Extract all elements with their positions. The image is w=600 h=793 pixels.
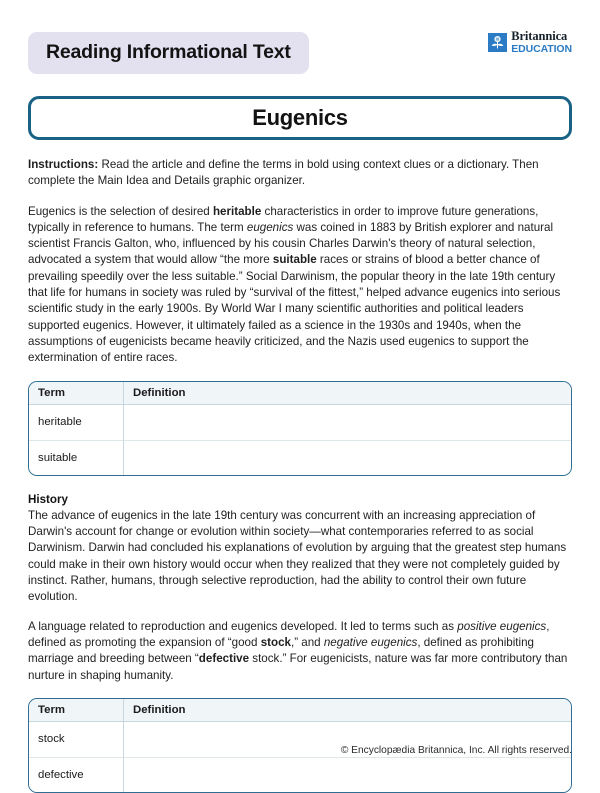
table-row — [29, 757, 571, 792]
definition-input-cell[interactable] — [124, 405, 571, 440]
history-text-1: A language related to reproduction and eugenics developed. It led to terms such as — [28, 619, 458, 633]
article-text-3: was coined in 1883 by British explorer and natural scientist Francis Galton, who, influenced by his cousin Charles Darwin's theory of natural selection, advocated a system that would allow “the more — [28, 220, 554, 267]
column-header-term: Term — [29, 382, 124, 405]
term-positive-eugenics-italic: positive eugenics — [457, 619, 547, 633]
instructions-text: Read the article and define the terms in bold using context clues or a dictionary. Then complete the Main Idea and Details graphic organizer. — [28, 158, 539, 188]
brand-wordmark — [511, 30, 572, 54]
column-header-definition: Definition — [124, 699, 571, 722]
article-paragraph — [28, 204, 572, 367]
term-stock-bold: stock — [260, 635, 291, 649]
history-text-2: , defined as promoting the expansion of “good — [28, 619, 550, 649]
brand-subtitle: EDUCATION — [511, 42, 572, 55]
worksheet-title-box — [28, 96, 572, 140]
history-text-4: , defined as prohibiting marriage and breeding between “ — [28, 635, 534, 666]
term-defective-bold: defective — [198, 652, 250, 666]
history-section — [28, 492, 572, 684]
term-eugenics-italic: eugenics — [246, 220, 294, 234]
britannica-thistle-icon — [488, 33, 507, 52]
instructions-paragraph — [28, 157, 572, 190]
brand-name: Britannica — [511, 29, 568, 43]
term-cell: defective — [29, 757, 124, 792]
column-header-definition: Definition — [124, 382, 571, 405]
table-row — [29, 405, 571, 440]
page-header — [28, 0, 572, 82]
article-text-4: races or strains of blood a better chance of prevailing speedily over the less suitable.” Social Darwinism, the popular theory in the late 19th century that life for humans in society was ruled by “survival of the fittest,” helped advance eugenics into serious scientific study in the early 1900s. By World War I many scientific authorities and political leaders supported eugenics. However, it ultimately failed as a science in the 1930s and 1940s, when the assumptions of eugenicists became heavily criticized, and the Nazis used eugenics to support the extermination of entire races. — [28, 253, 561, 365]
kicker-badge: Reading Informational Text — [28, 32, 309, 75]
term-cell: suitable — [29, 440, 124, 475]
table-header-row — [29, 382, 571, 405]
history-text-5: stock.” For eugenicists, nature was far more contributory than nurture in shaping humanity. — [28, 652, 568, 682]
table-header-row — [29, 699, 571, 722]
section-heading-history: History — [28, 492, 68, 506]
definition-input-cell[interactable] — [124, 440, 571, 475]
table-row — [29, 440, 571, 475]
history-paragraph-1: The advance of eugenics in the late 19th century was concurrent with an increasing appreciation of Darwin's account for change or evolution within society—what contemporaries referred to as social Darwinism. Darwin had concluded his explanations of evolution by arguing that the greatest step humans could make in their own history would occur when they realized that they were not completely guided by instinct. Rather, humans, through selective reproduction, had the ability to control their own future evolution. — [28, 508, 567, 604]
article-text-1: Eugenics is the selection of desired — [28, 204, 213, 218]
term-cell: heritable — [29, 405, 124, 440]
history-text-3: ,” and — [290, 635, 324, 649]
term-negative-eugenics-italic: negative eugenics — [323, 635, 418, 649]
term-cell: stock — [29, 722, 124, 757]
column-header-term: Term — [29, 699, 124, 722]
history-paragraph-2 — [28, 619, 572, 684]
term-heritable-bold: heritable — [212, 204, 262, 218]
britannica-education-logo — [488, 30, 572, 54]
term-definition-table-1 — [28, 381, 572, 476]
page-title: Eugenics — [252, 105, 348, 130]
instructions-label: Instructions: — [28, 158, 99, 171]
article-text-2: characteristics in order to improve future generations, typically in reference to humans. The term — [28, 204, 539, 234]
copyright-footer: © Encyclopædia Britannica, Inc. All rights reserved. — [340, 745, 572, 756]
definition-input-cell[interactable] — [124, 757, 571, 792]
term-suitable-bold: suitable — [272, 253, 317, 267]
